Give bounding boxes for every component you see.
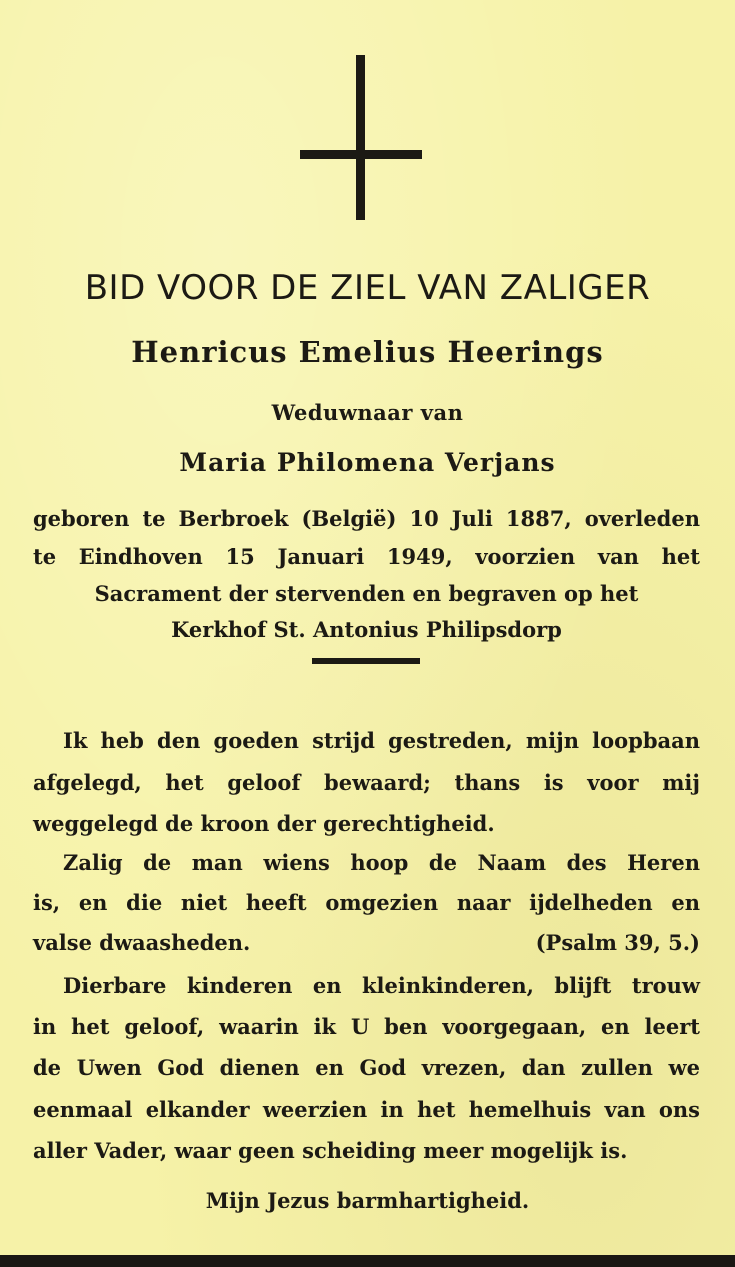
verse-line: afgelegd, het geloof bewaard; thans is voor mij — [33, 770, 700, 795]
bio-line: Sacrament der stervenden en begraven op het — [94, 581, 639, 606]
verse-line: Zalig de man wiens hoop de Naam des Heren — [63, 850, 700, 875]
bio-line: te Eindhoven 15 Januari 1949, voorzien van het — [33, 544, 700, 569]
bio-line: geboren te Berbroek (België) 10 Juli 1887, overleden — [33, 506, 700, 531]
psalm-reference: (Psalm 39, 5.) — [535, 930, 700, 955]
divider-rule — [312, 658, 420, 664]
closing-prayer: Mijn Jezus barmhartigheid. — [205, 1188, 530, 1213]
verse-line: valse dwaasheden. — [33, 930, 251, 955]
bio-line: Kerkhof St. Antonius Philipsdorp — [171, 617, 562, 642]
cross-icon — [300, 55, 422, 220]
verse-line: is, en die niet heeft omgezien naar ijdelheden en — [33, 890, 700, 915]
cross-vertical-bar — [356, 55, 365, 220]
verse-line: aller Vader, waar geen scheiding meer mogelijk is. — [33, 1138, 628, 1163]
spouse-name: Maria Philomena Verjans — [179, 448, 556, 477]
verse-line: Dierbare kinderen en kleinkinderen, blijft trouw — [63, 973, 700, 998]
card-heading: BID VOOR DE ZIEL VAN ZALIGER — [84, 268, 651, 308]
deceased-name: Henricus Emelius Heerings — [131, 335, 604, 369]
verse-line: Ik heb den goeden strijd gestreden, mijn loopbaan — [63, 728, 700, 753]
verse-line: eenmaal elkander weerzien in het hemelhuis van ons — [33, 1097, 700, 1122]
cross-horizontal-bar — [300, 150, 422, 159]
widower-of-label: Weduwnaar van — [271, 400, 464, 425]
verse-line: weggelegd de kroon der gerechtigheid. — [33, 811, 495, 836]
verse-line: de Uwen God dienen en God vrezen, dan zullen we — [33, 1055, 700, 1080]
verse-line: in het geloof, waarin ik U ben voorgegaan, en leert — [33, 1014, 700, 1039]
